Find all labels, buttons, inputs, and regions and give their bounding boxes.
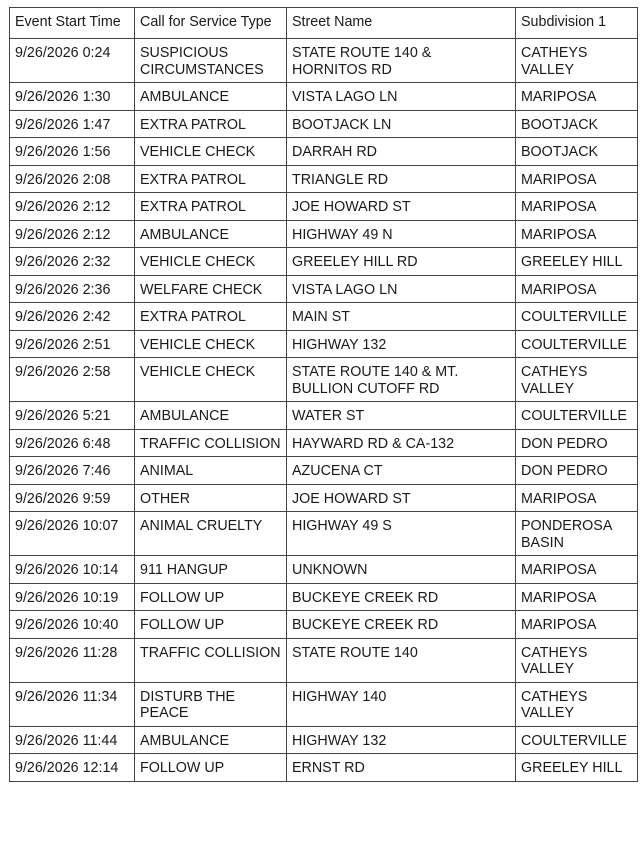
table-row <box>10 484 638 512</box>
street-name-cell: VISTA LAGO LN <box>287 83 516 111</box>
event-start-time-cell: 9/26/2026 10:14 <box>10 556 135 584</box>
street-name-cell: AZUCENA CT <box>287 457 516 485</box>
subdivision-cell: GREELEY HILL <box>516 248 638 276</box>
street-name-cell: JOE HOWARD ST <box>287 193 516 221</box>
table-row <box>10 638 638 682</box>
table-row <box>10 457 638 485</box>
subdivision-cell: MARIPOSA <box>516 275 638 303</box>
event-start-time-cell: 9/26/2026 6:48 <box>10 429 135 457</box>
call-type-cell: VEHICLE CHECK <box>135 248 287 276</box>
subdivision-cell: COULTERVILLE <box>516 726 638 754</box>
call-type-cell: AMBULANCE <box>135 220 287 248</box>
call-type-cell: 911 HANGUP <box>135 556 287 584</box>
street-name-cell: TRIANGLE RD <box>287 165 516 193</box>
event-start-time-cell: 9/26/2026 2:12 <box>10 220 135 248</box>
street-name-cell: HIGHWAY 132 <box>287 726 516 754</box>
table-row <box>10 39 638 83</box>
call-type-cell: EXTRA PATROL <box>135 110 287 138</box>
event-start-time-cell: 9/26/2026 10:40 <box>10 611 135 639</box>
event-start-time-cell: 9/26/2026 11:28 <box>10 638 135 682</box>
street-name-cell: HIGHWAY 49 N <box>287 220 516 248</box>
event-start-time-cell: 9/26/2026 10:07 <box>10 512 135 556</box>
street-name-cell: STATE ROUTE 140 <box>287 638 516 682</box>
event-start-time-cell: 9/26/2026 2:36 <box>10 275 135 303</box>
call-type-cell: FOLLOW UP <box>135 754 287 782</box>
calls-for-service-table <box>9 7 638 782</box>
header-row <box>10 8 638 39</box>
call-type-cell: AMBULANCE <box>135 402 287 430</box>
subdivision-cell: COULTERVILLE <box>516 402 638 430</box>
subdivision-cell: MARIPOSA <box>516 484 638 512</box>
street-name-cell: HIGHWAY 132 <box>287 330 516 358</box>
table-row <box>10 429 638 457</box>
event-start-time-cell: 9/26/2026 2:32 <box>10 248 135 276</box>
street-name-cell: BOOTJACK LN <box>287 110 516 138</box>
street-name-cell: HAYWARD RD & CA-132 <box>287 429 516 457</box>
table-row <box>10 110 638 138</box>
street-name-cell: GREELEY HILL RD <box>287 248 516 276</box>
call-type-cell: SUSPICIOUS CIRCUMSTANCES <box>135 39 287 83</box>
subdivision-cell: CATHEYS VALLEY <box>516 358 638 402</box>
subdivision-cell: COULTERVILLE <box>516 330 638 358</box>
street-name-cell: HIGHWAY 140 <box>287 682 516 726</box>
event-start-time-cell: 9/26/2026 2:08 <box>10 165 135 193</box>
header-subdivision: Subdivision 1 <box>516 8 638 39</box>
event-start-time-cell: 9/26/2026 2:42 <box>10 303 135 331</box>
call-type-cell: EXTRA PATROL <box>135 165 287 193</box>
table-row <box>10 402 638 430</box>
table-row <box>10 512 638 556</box>
header-street-name: Street Name <box>287 8 516 39</box>
subdivision-cell: CATHEYS VALLEY <box>516 638 638 682</box>
subdivision-cell: MARIPOSA <box>516 583 638 611</box>
table-row <box>10 303 638 331</box>
event-start-time-cell: 9/26/2026 7:46 <box>10 457 135 485</box>
table-row <box>10 220 638 248</box>
call-type-cell: OTHER <box>135 484 287 512</box>
street-name-cell: DARRAH RD <box>287 138 516 166</box>
table-row <box>10 248 638 276</box>
subdivision-cell: BOOTJACK <box>516 110 638 138</box>
call-type-cell: ANIMAL CRUELTY <box>135 512 287 556</box>
street-name-cell: MAIN ST <box>287 303 516 331</box>
event-start-time-cell: 9/26/2026 9:59 <box>10 484 135 512</box>
call-type-cell: WELFARE CHECK <box>135 275 287 303</box>
call-type-cell: TRAFFIC COLLISION <box>135 638 287 682</box>
table-row <box>10 275 638 303</box>
subdivision-cell: MARIPOSA <box>516 83 638 111</box>
event-start-time-cell: 9/26/2026 5:21 <box>10 402 135 430</box>
call-type-cell: ANIMAL <box>135 457 287 485</box>
subdivision-cell: BOOTJACK <box>516 138 638 166</box>
event-start-time-cell: 9/26/2026 11:44 <box>10 726 135 754</box>
subdivision-cell: COULTERVILLE <box>516 303 638 331</box>
table-row <box>10 754 638 782</box>
street-name-cell: VISTA LAGO LN <box>287 275 516 303</box>
call-type-cell: VEHICLE CHECK <box>135 138 287 166</box>
street-name-cell: JOE HOWARD ST <box>287 484 516 512</box>
subdivision-cell: CATHEYS VALLEY <box>516 39 638 83</box>
subdivision-cell: CATHEYS VALLEY <box>516 682 638 726</box>
subdivision-cell: GREELEY HILL <box>516 754 638 782</box>
call-type-cell: AMBULANCE <box>135 726 287 754</box>
header-call-type: Call for Service Type <box>135 8 287 39</box>
street-name-cell: UNKNOWN <box>287 556 516 584</box>
table-row <box>10 138 638 166</box>
event-start-time-cell: 9/26/2026 1:56 <box>10 138 135 166</box>
table-body <box>10 39 638 782</box>
street-name-cell: BUCKEYE CREEK RD <box>287 583 516 611</box>
call-type-cell: VEHICLE CHECK <box>135 358 287 402</box>
event-start-time-cell: 9/26/2026 11:34 <box>10 682 135 726</box>
event-start-time-cell: 9/26/2026 2:58 <box>10 358 135 402</box>
event-start-time-cell: 9/26/2026 2:51 <box>10 330 135 358</box>
subdivision-cell: DON PEDRO <box>516 457 638 485</box>
street-name-cell: BUCKEYE CREEK RD <box>287 611 516 639</box>
event-start-time-cell: 9/26/2026 12:14 <box>10 754 135 782</box>
subdivision-cell: MARIPOSA <box>516 556 638 584</box>
table-row <box>10 83 638 111</box>
call-type-cell: EXTRA PATROL <box>135 193 287 221</box>
table-row <box>10 165 638 193</box>
event-start-time-cell: 9/26/2026 2:12 <box>10 193 135 221</box>
table-row <box>10 330 638 358</box>
table-row <box>10 726 638 754</box>
event-start-time-cell: 9/26/2026 1:47 <box>10 110 135 138</box>
call-type-cell: EXTRA PATROL <box>135 303 287 331</box>
subdivision-cell: DON PEDRO <box>516 429 638 457</box>
street-name-cell: STATE ROUTE 140 & HORNITOS RD <box>287 39 516 83</box>
event-start-time-cell: 9/26/2026 1:30 <box>10 83 135 111</box>
subdivision-cell: PONDEROSA BASIN <box>516 512 638 556</box>
street-name-cell: WATER ST <box>287 402 516 430</box>
call-type-cell: FOLLOW UP <box>135 611 287 639</box>
table-row <box>10 682 638 726</box>
table-row <box>10 358 638 402</box>
table-row <box>10 583 638 611</box>
call-type-cell: VEHICLE CHECK <box>135 330 287 358</box>
call-type-cell: FOLLOW UP <box>135 583 287 611</box>
table-row <box>10 556 638 584</box>
call-type-cell: TRAFFIC COLLISION <box>135 429 287 457</box>
table-row <box>10 611 638 639</box>
subdivision-cell: MARIPOSA <box>516 220 638 248</box>
header-event-start-time: Event Start Time <box>10 8 135 39</box>
event-start-time-cell: 9/26/2026 0:24 <box>10 39 135 83</box>
street-name-cell: HIGHWAY 49 S <box>287 512 516 556</box>
subdivision-cell: MARIPOSA <box>516 611 638 639</box>
table-row <box>10 193 638 221</box>
street-name-cell: ERNST RD <box>287 754 516 782</box>
subdivision-cell: MARIPOSA <box>516 165 638 193</box>
call-type-cell: DISTURB THE PEACE <box>135 682 287 726</box>
call-type-cell: AMBULANCE <box>135 83 287 111</box>
street-name-cell: STATE ROUTE 140 & MT. BULLION CUTOFF RD <box>287 358 516 402</box>
event-start-time-cell: 9/26/2026 10:19 <box>10 583 135 611</box>
subdivision-cell: MARIPOSA <box>516 193 638 221</box>
